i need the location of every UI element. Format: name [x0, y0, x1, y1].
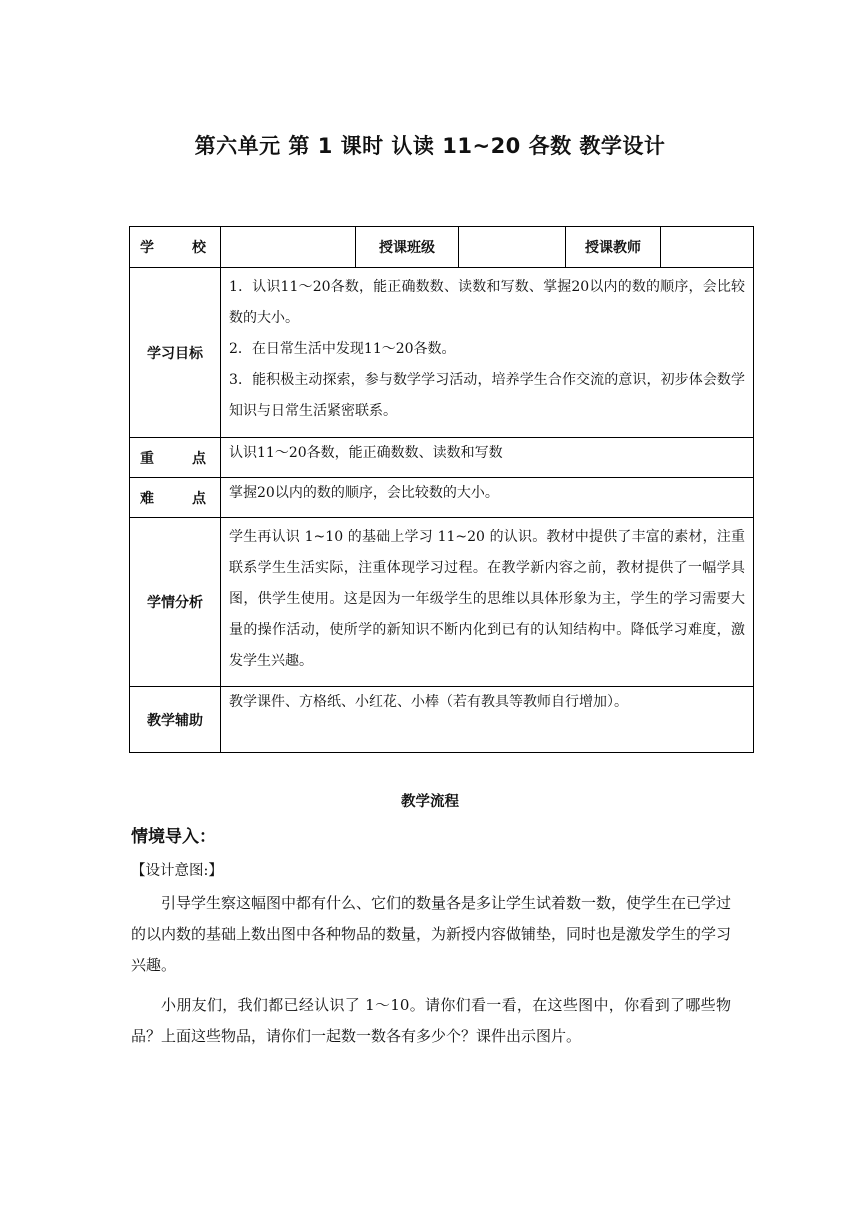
paragraph: 小朋友们，我们都已经认识了 1～10。请你们看一看，在这些图中，你看到了哪些物品？上面这些物品，请你们一起数一数各有多少个？课件出示图片。	[131, 996, 731, 1045]
header-row	[130, 227, 754, 268]
design-intent-label: 【设计意图:】	[131, 863, 223, 879]
key-point-row	[130, 438, 754, 478]
paragraph: 引导学生察这幅图中都有什么、它们的数量各是多让学生试着数一数，使学生在已学过的以内数的基础上数出图中各种物品的数量，为新授内容做铺垫，同时也是激发学生的学习兴趣。	[131, 894, 732, 974]
difficulty-row	[130, 478, 754, 518]
analysis-cell	[221, 518, 754, 687]
analysis-label: 学情分析	[130, 518, 221, 687]
goals-label: 学习目标	[130, 268, 221, 438]
analysis-text: 学生再认识 1~10 的基础上学习 11~20 的认识。教材中提供了丰富的素材，注重联系学生生活实际，注重体现学习过程。在教学新内容之前，教材提供了一幅学具图，供学生使用。这是因为一年级学生的思维以具体形象为主，学生的学习需要大量的操作活动，使所学的新知识不断内化到已有的认知结构中。降低学习难度，激发学生兴趣。	[229, 529, 745, 669]
key-point-text: 认识11～20各数，能正确数数、读数和写数	[229, 445, 503, 461]
class-label: 授课班级	[356, 227, 459, 268]
teacher-value	[661, 227, 754, 268]
school-value	[221, 227, 356, 268]
aids-cell	[221, 687, 754, 753]
document-title: 第六单元 第 1 课时 认读 11~20 各数 教学设计	[194, 134, 666, 158]
school-label: 学 校	[130, 227, 221, 268]
teaching-flow-title: 教学流程	[401, 794, 459, 810]
section-heading: 情境导入：	[131, 827, 216, 847]
aids-row	[130, 687, 754, 753]
teacher-label: 授课教师	[566, 227, 661, 268]
lesson-plan-table	[129, 226, 754, 753]
class-value	[459, 227, 566, 268]
difficulty-text: 掌握20以内的数的顺序，会比较数的大小。	[229, 485, 499, 501]
key-point-cell	[221, 438, 754, 478]
goal-item: 2．在日常生活中发现11～20各数。	[229, 341, 456, 357]
difficulty-label: 难 点	[130, 478, 221, 518]
goals-cell	[221, 268, 754, 438]
aids-text: 教学课件、方格纸、小红花、小棒（若有教具等教师自行增加）。	[229, 694, 628, 710]
analysis-row	[130, 518, 754, 687]
goals-row	[130, 268, 754, 438]
difficulty-cell	[221, 478, 754, 518]
aids-label: 教学辅助	[130, 687, 221, 753]
goal-item: 3．能积极主动探索，参与数学学习活动，培养学生合作交流的意识，初步体会数学知识与日常生活紧密联系。	[229, 372, 745, 419]
goal-item: 1．认识11～20各数，能正确数数、读数和写数、掌握20以内的数的顺序，会比较数的大小。	[229, 279, 745, 326]
key-point-label: 重 点	[130, 438, 221, 478]
